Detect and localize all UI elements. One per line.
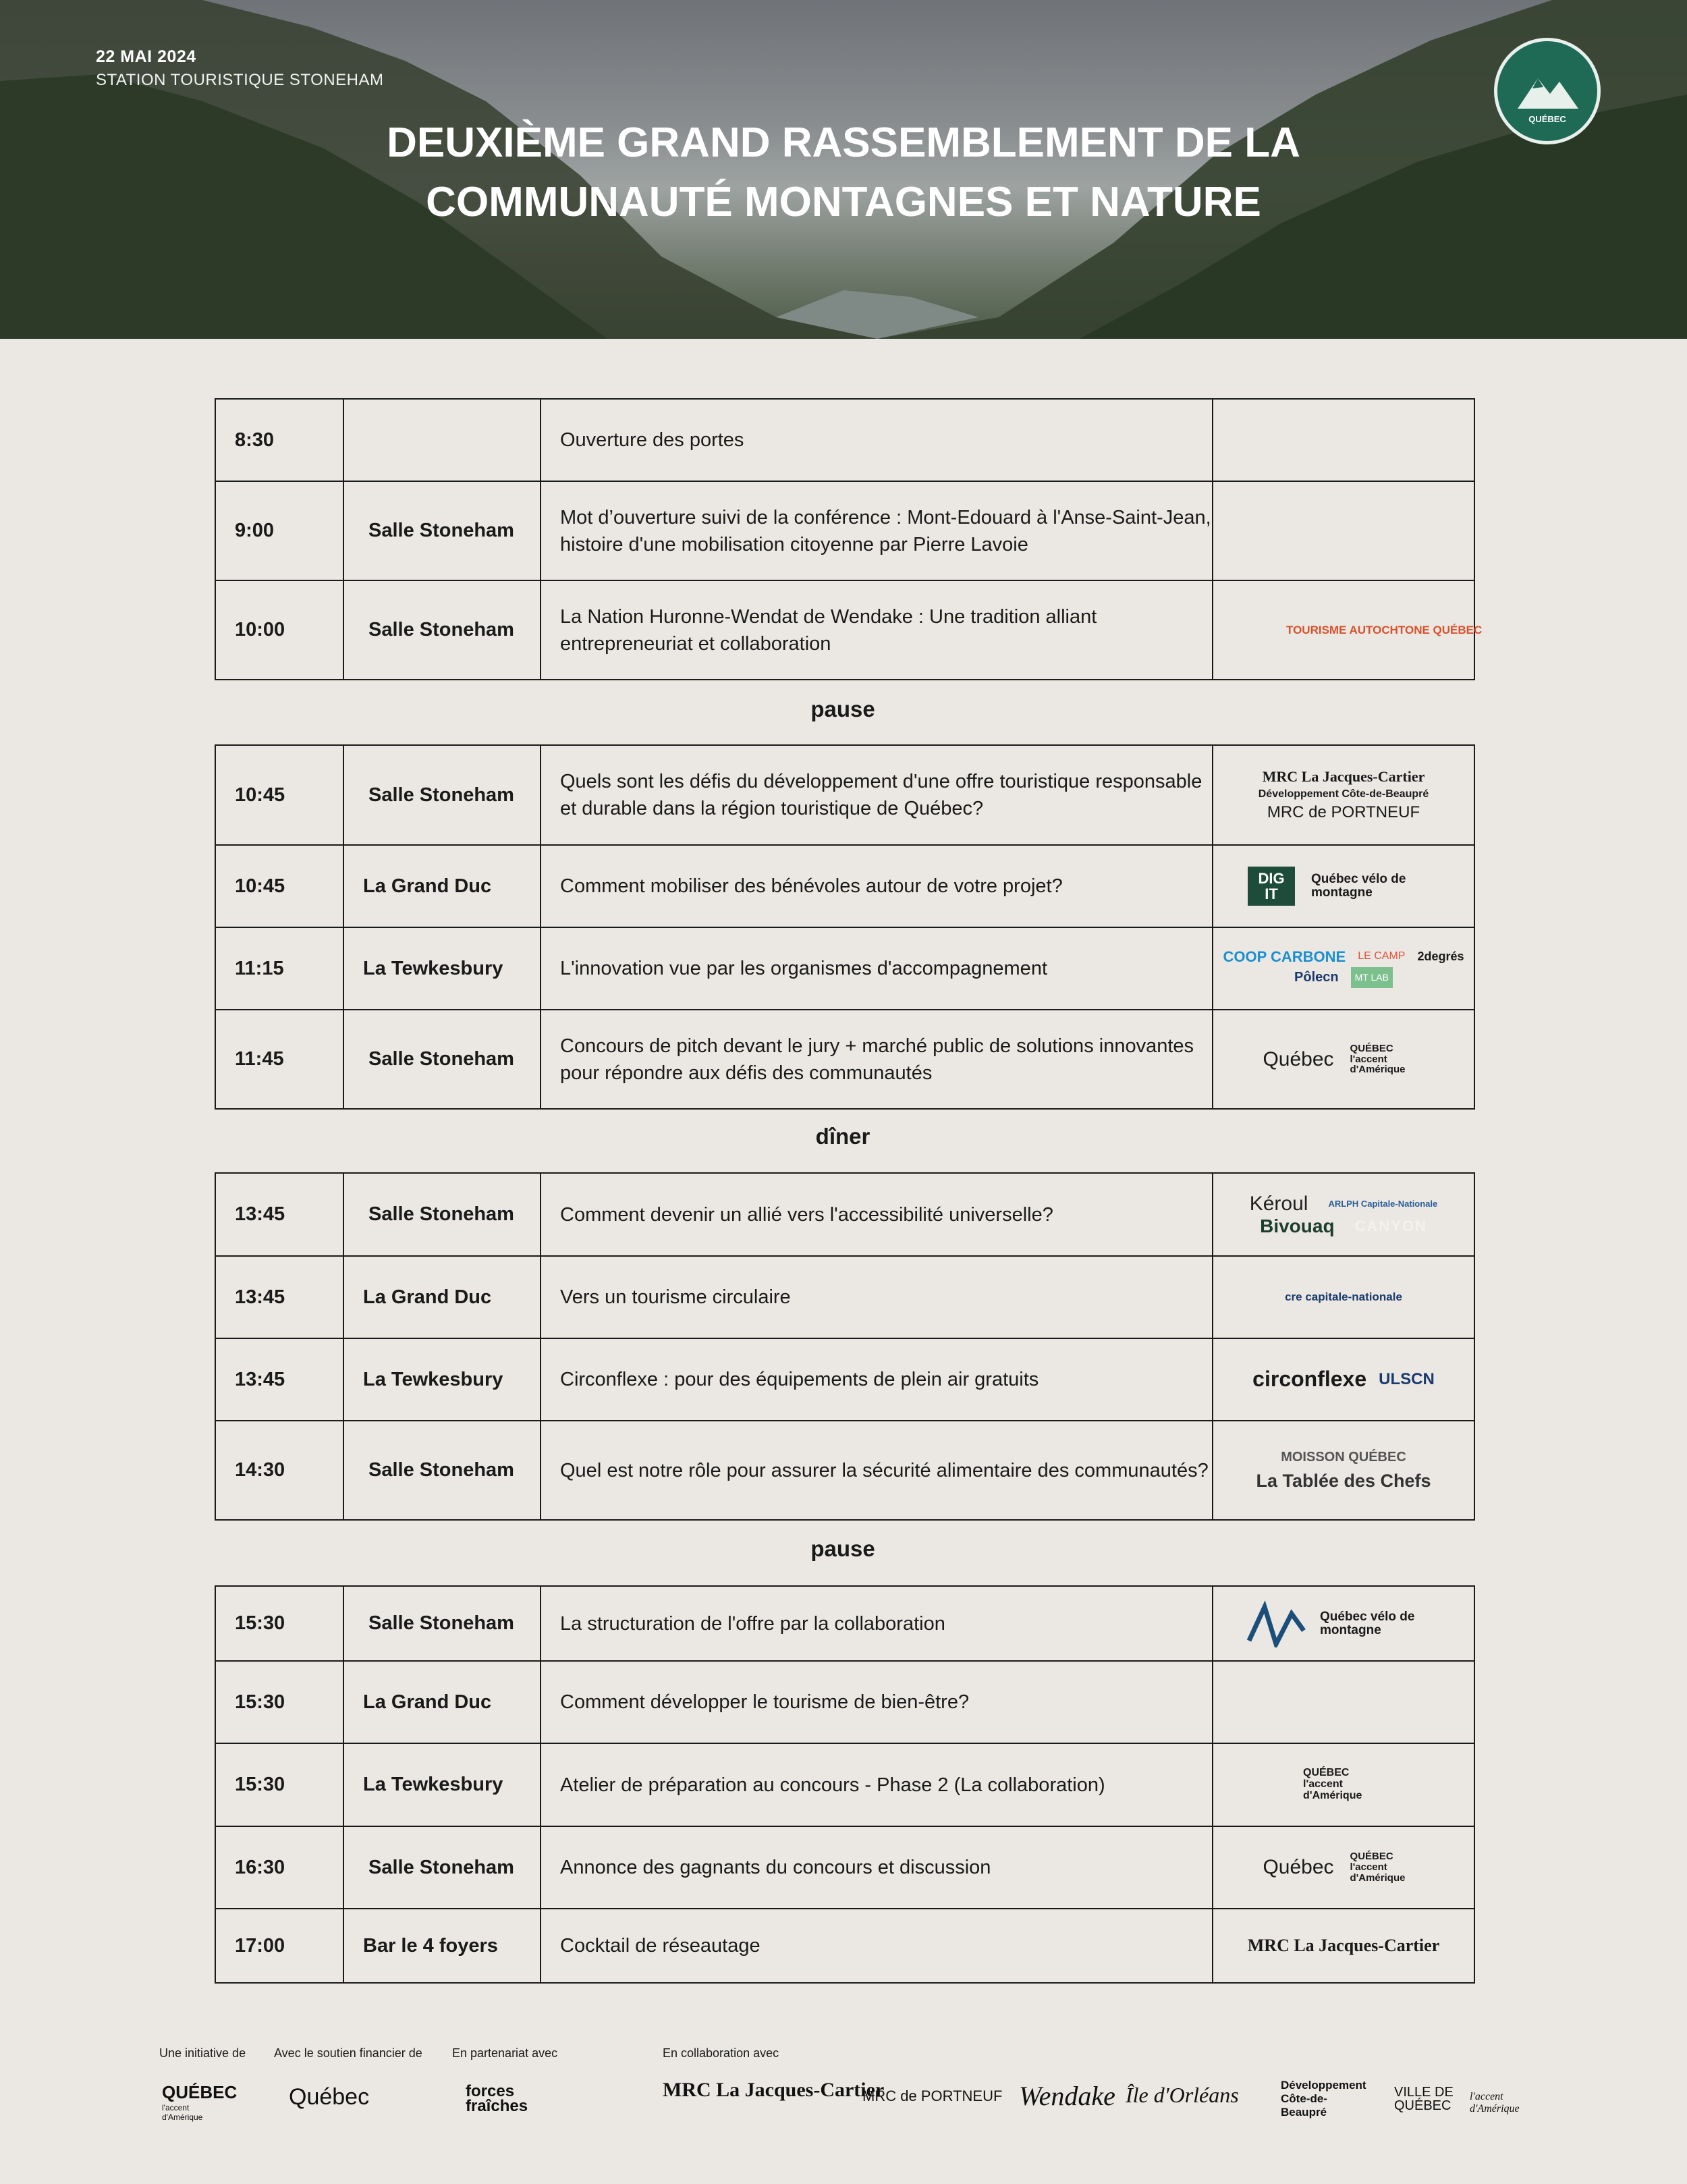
time-cell: 13:45: [215, 1256, 343, 1338]
mountain-badge-icon: [1497, 41, 1597, 141]
gouvernement-quebec-logo: Québec: [1263, 1856, 1334, 1879]
footer-label-collaboration: En collaboration avec: [663, 2046, 779, 2060]
description-cell: Concours de pitch devant le jury + marché public de solutions innovantes pour répondre aux défis des communautés: [541, 1010, 1213, 1109]
schedule-table-4: [215, 1585, 1475, 1984]
logo-cell: [1213, 927, 1474, 1010]
room-cell: La Grand Duc: [343, 845, 541, 927]
time-cell: 15:30: [215, 1586, 343, 1661]
table-row: [215, 1909, 1474, 1983]
footer-label-soutien: Avec le soutien financier de: [274, 2046, 422, 2060]
moisson-quebec-logo: MOISSON QUÉBEC: [1281, 1449, 1406, 1465]
community-badge-logo: [1494, 38, 1601, 144]
room-cell: Bar le 4 foyers: [343, 1909, 541, 1983]
description-cell: Comment développer le tourisme de bien-être?: [541, 1661, 1213, 1743]
mt-lab-logo: MT LAB: [1351, 967, 1393, 988]
time-cell: 9:00: [215, 481, 343, 580]
room-cell: La Grand Duc: [343, 1661, 541, 1743]
time-cell: 10:00: [215, 580, 343, 680]
description-cell: Quel est notre rôle pour assurer la sécurité alimentaire des communautés?: [541, 1421, 1213, 1520]
logo-cell: [1213, 1586, 1474, 1661]
description-cell: La Nation Huronne-Wendat de Wendake : Une tradition alliant entrepreneuriat et collaboration: [541, 580, 1213, 680]
quebec-accent-amerique-logo: QUÉBEC l'accent d'Amérique: [1350, 1042, 1406, 1076]
time-cell: 15:30: [215, 1661, 343, 1743]
quebec-accent-amerique-logo: QUÉBEC l'accent d'Amérique: [1303, 1767, 1362, 1801]
room-cell: Salle Stoneham: [343, 481, 541, 580]
time-cell: 11:15: [215, 927, 343, 1010]
gouvernement-quebec-logo: Québec: [1263, 1047, 1334, 1070]
quebec-accent-amerique-logo: QUÉBEC l'accent d'Amérique: [1350, 1851, 1406, 1884]
room-cell: Salle Stoneham: [343, 1010, 541, 1109]
2degres-logo: 2degrés: [1417, 950, 1464, 964]
quebec-velo-de-montagne-logo: Québec vélo de montagne: [1311, 872, 1406, 900]
schedule-table-3: [215, 1172, 1475, 1521]
logo-cell: [1213, 1256, 1474, 1338]
schedule-table-1: [215, 398, 1483, 680]
break-label: dîner: [815, 1124, 870, 1149]
room-cell: Salle Stoneham: [343, 745, 541, 845]
schedule-table-2: [215, 744, 1475, 1110]
footer-label-initiative: Une initiative de: [159, 2046, 246, 2060]
title-line-1: DEUXIÈME GRAND RASSEMBLEMENT DE LA: [387, 119, 1300, 166]
description-cell: Comment devenir un allié vers l'accessibilité universelle?: [541, 1173, 1213, 1256]
logo-cell: [1213, 1010, 1474, 1109]
description-cell: Ouverture des portes: [541, 399, 1213, 481]
footer-accent-amerique-logo: l'accent d'Amérique: [1470, 2091, 1520, 2114]
bivouaq-logo: Bivouaq: [1260, 1215, 1335, 1236]
description-cell: Circonflexe : pour des équipements de plein air gratuits: [541, 1338, 1213, 1421]
tourisme-autochtone-logo: TOURISME AUTOCHTONE QUÉBEC: [1286, 623, 1483, 636]
room-cell: La Tewkesbury: [343, 1743, 541, 1826]
time-cell: 14:30: [215, 1421, 343, 1520]
room-cell: La Tewkesbury: [343, 927, 541, 1010]
page-title: [270, 113, 1417, 232]
table-row: [215, 1010, 1474, 1109]
footer-wendake-logo: Wendake: [1019, 2081, 1115, 2111]
room-cell: La Grand Duc: [343, 1256, 541, 1338]
logo-cell: [1213, 745, 1474, 845]
time-cell: 15:30: [215, 1743, 343, 1826]
dig-it-logo: DIG IT: [1248, 867, 1295, 906]
logo-cell: [1213, 1338, 1474, 1421]
time-cell: 8:30: [215, 399, 343, 481]
footer-developpement-cote-de-beaupre-logo: Développement Côte-de-Beaupré: [1281, 2079, 1366, 2119]
table-row: [215, 845, 1474, 927]
table-row: [215, 580, 1474, 680]
room-cell: Salle Stoneham: [343, 580, 541, 680]
table-row: [215, 745, 1474, 845]
footer-quebec-accent-logo: QUÉBEC l'accent d'Amérique: [162, 2082, 238, 2122]
title-line-2: COMMUNAUTÉ MONTAGNES ET NATURE: [426, 179, 1261, 225]
polecn-logo: Pôlecn: [1294, 970, 1339, 985]
description-cell: L'innovation vue par les organismes d'accompagnement: [541, 927, 1213, 1010]
keroul-logo: Kéroul: [1249, 1193, 1308, 1216]
logo-cell: [1213, 845, 1474, 927]
description-cell: Quels sont les défis du développement d'une offre touristique responsable et durable dans la région touristique de Québec?: [541, 745, 1213, 845]
description-cell: Mot d’ouverture suivi de la conférence : Mont-Edouard à l'Anse-Saint-Jean, histoire d'une mobilisation citoyenne par Pierre Lavoie: [541, 481, 1213, 580]
room-cell: Salle Stoneham: [343, 1421, 541, 1520]
mrc-jacques-cartier-logo: MRC La Jacques-Cartier: [1247, 1936, 1440, 1956]
cre-capitale-nationale-logo: cre capitale-nationale: [1285, 1290, 1402, 1304]
time-cell: 17:00: [215, 1909, 343, 1983]
mrc-jacques-cartier-logo: MRC La Jacques-Cartier: [1262, 768, 1425, 786]
mountain-wave-logo-icon: [1246, 1600, 1306, 1647]
mrc-portneuf-logo: MRC de PORTNEUF: [1267, 803, 1420, 822]
table-row: [215, 1256, 1474, 1338]
table-row: [215, 399, 1474, 481]
quebec-velo-de-montagne-logo: Québec vélo de montagne: [1320, 1609, 1415, 1637]
table-row: [215, 1586, 1474, 1661]
table-row: [215, 1743, 1474, 1826]
tablee-des-chefs-logo: La Tablée des Chefs: [1256, 1470, 1431, 1491]
footer-ile-dorleans-logo: Île d'Orléans: [1126, 2083, 1239, 2107]
logo-cell: [1213, 1421, 1474, 1520]
description-cell: Atelier de préparation au concours - Phase 2 (La collaboration): [541, 1743, 1213, 1826]
room-cell: La Tewkesbury: [343, 1338, 541, 1421]
break-label: pause: [810, 1536, 875, 1561]
circonflexe-logo: circonflexe: [1252, 1367, 1367, 1392]
coop-carbone-logo: COOP CARBONE: [1223, 948, 1346, 966]
table-row: [215, 1173, 1474, 1256]
description-cell: Annonce des gagnants du concours et discussion: [541, 1826, 1213, 1909]
event-date: 22 MAI 2024: [96, 47, 196, 66]
room-cell: [343, 399, 541, 481]
description-cell: Comment mobiliser des bénévoles autour de votre projet?: [541, 845, 1213, 927]
logo-cell: [1213, 1743, 1474, 1826]
room-cell: Salle Stoneham: [343, 1586, 541, 1661]
table-row: [215, 1338, 1474, 1421]
time-cell: 11:45: [215, 1010, 343, 1109]
hero-banner: [0, 0, 1687, 339]
logo-cell: [1213, 1826, 1474, 1909]
badge-text: QUÉBEC: [1528, 114, 1566, 124]
table-row: [215, 1661, 1474, 1743]
arlph-logo: ARLPH Capitale-Nationale: [1328, 1198, 1438, 1209]
table-row: [215, 927, 1474, 1010]
description-cell: Cocktail de réseautage: [541, 1909, 1213, 1983]
footer-mrc-jacques-cartier-logo: MRC La Jacques-Cartier: [663, 2079, 885, 2101]
logo-cell: [1213, 580, 1483, 680]
logo-cell: [1213, 1173, 1474, 1256]
description-cell: Vers un tourisme circulaire: [541, 1256, 1213, 1338]
developpement-cote-de-beaupre-logo: Développement Côte-de-Beaupré: [1258, 788, 1429, 800]
table-row: [215, 481, 1474, 580]
room-cell: Salle Stoneham: [343, 1826, 541, 1909]
event-venue: STATION TOURISTIQUE STONEHAM: [96, 71, 384, 89]
room-cell: Salle Stoneham: [343, 1173, 541, 1256]
logo-cell: [1213, 1909, 1474, 1983]
table-row: [215, 1826, 1474, 1909]
footer-forces-fraiches-logo: forces fraîches: [466, 2082, 528, 2115]
le-camp-logo: LE CAMP: [1358, 950, 1406, 962]
table-row: [215, 1421, 1474, 1520]
logo-cell: [1213, 399, 1474, 481]
time-cell: 13:45: [215, 1338, 343, 1421]
ulscn-logo: ULSCN: [1379, 1370, 1435, 1389]
time-cell: 13:45: [215, 1173, 343, 1256]
footer-gouvernement-quebec-logo: Québec: [289, 2084, 370, 2110]
footer-mrc-portneuf-logo: MRC de PORTNEUF: [862, 2087, 1003, 2104]
footer-label-partenariat: En partenariat avec: [452, 2046, 558, 2060]
logo-cell: [1213, 1661, 1474, 1743]
logo-cell: [1213, 481, 1474, 580]
time-cell: 10:45: [215, 845, 343, 927]
time-cell: 10:45: [215, 745, 343, 845]
break-label: pause: [810, 697, 875, 721]
canyon-logo: CANYON: [1354, 1217, 1427, 1234]
description-cell: La structuration de l'offre par la collaboration: [541, 1586, 1213, 1661]
time-cell: 16:30: [215, 1826, 343, 1909]
footer-ville-de-quebec-logo: VILLE DE QUÉBEC: [1394, 2085, 1454, 2113]
